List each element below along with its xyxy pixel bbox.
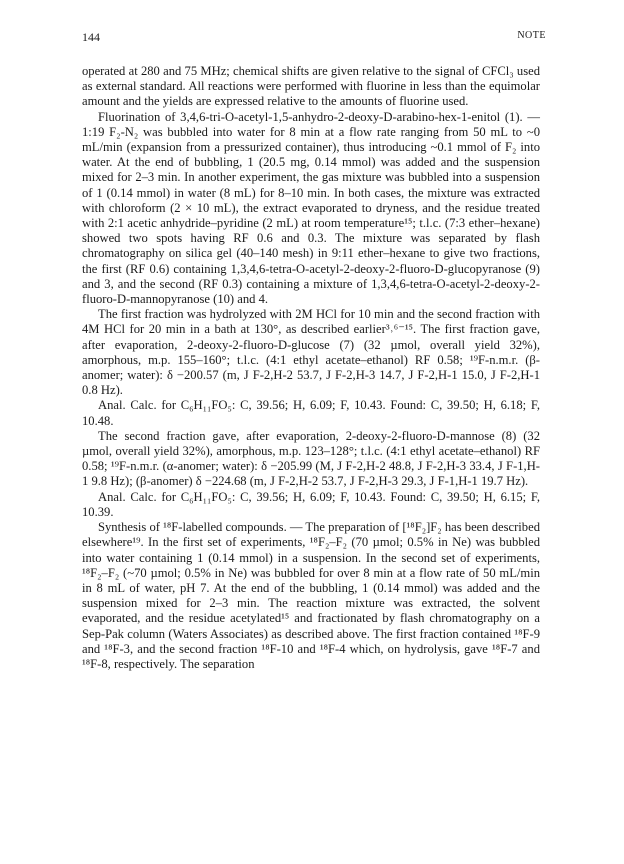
paragraph: Synthesis of ¹⁸F-labelled compounds. — The preparation of [¹⁸F₂]F₂ has been described elsewhere¹⁹. In the first set of experiments, ¹⁸F₂–F₂ (70 µmol; 0.5% in Ne) was bubbled into water containing 1 (0.14 mmol) in a suspension. In the second set of experiments, ¹⁸F₂–F₂ (~70 µmol; 0.5% in Ne) was bubbled for over 8 min at a flow rate of 50 mL/min in 8 mL of water, pH 7. At the end of the bubbling, 1 (0.14 mmol) was added and the suspension mixed for 2–3 min. The reaction mixture was extracted, the solvent evaporated, and the residue acetylated¹⁵ and fractionated by flash chromatography on a Sep-Pak column (Waters Associates) as described above. The first fraction contained ¹⁸F-9 and ¹⁸F-3, and the second fraction ¹⁸F-10 and ¹⁸F-4 which, on hydrolysis, gave ¹⁸F-7 and ¹⁸F-8, respectively. The separation (82, 520, 540, 671)
paragraph: Anal. Calc. for C₆H₁₁FO₅: C, 39.56; H, 6.09; F, 10.43. Found: C, 39.50; H, 6.15; F, 10.39. (82, 489, 540, 519)
body-text (82, 64, 540, 672)
paragraph: The first fraction was hydrolyzed with 2M HCl for 10 min and the second fraction with 4M HCl for 20 min in a bath at 130°, as described earlier³˒⁶⁻¹⁵. The first fraction gave, after evaporation, 2-deoxy-2-fluoro-D-glucose (7) (32 µmol, overall yield 32%), amorphous, m.p. 155–160°; t.l.c. (4:1 ethyl acetate–ethanol) RF 0.58; ¹⁹F-n.m.r. (β-anomer; water): δ −200.57 (m, J F-2,H-2 53.7, J F-2,H-3 14.7, J F-2,H-1 15.0, J F-2,H-1 0.8 Hz). (82, 307, 540, 398)
paragraph: The second fraction gave, after evaporation, 2-deoxy-2-fluoro-D-mannose (8) (32 µmol, overall yield 32%), amorphous, m.p. 123–128°; t.l.c. (4:1 ethyl acetate–ethanol) RF 0.58; ¹⁹F-n.m.r. (α-anomer; water): δ −205.99 (M, J F-2,H-2 48.8, J F-2,H-3 33.4, J F-1,H-1 9.8 Hz); (β-anomer) δ −224.68 (m, J F-2,H-2 53.7, J F-2,H-3 29.3, J F-1,H-1 19.7 Hz). (82, 428, 540, 489)
paragraph: Fluorination of 3,4,6-tri-O-acetyl-1,5-anhydro-2-deoxy-D-arabino-hex-1-enitol (1). — 1:19 F₂-N₂ was bubbled into water for 8 min at a flow rate ranging from 50 mL to ~0 mL/min (expansion from a pressurized container), thus introducing ~0.1 mmol of F₂ into water. At the end of bubbling, 1 (20.5 mg, 0.14 mmol) was added and the suspension mixed for 2–3 min. In another experiment, the gas mixture was bubbled into a suspension of 1 (0.14 mmol) in water (8 mL) for 8–10 min. In both cases, the mixture was extracted with chloroform (2 × 10 mL), the extract evaporated to dryness, and the residue treated with 2:1 acetic anhydride–pyridine (2 mL) at room temperature¹⁵; t.l.c. (7:3 ether–hexane) showed two spots having RF 0.6 and 0.3. The mixture was separated by flash chromatography on silica gel (40–140 mesh) in 9:11 ether–hexane to give two fractions, the first (RF 0.6) containing 1,3,4,6-tetra-O-acetyl-2-deoxy-2-fluoro-D-glucopyranose (9) and 3, and the second (RF 0.3) containing a mixture of 1,3,4,6-tetra-O-acetyl-2-deoxy-2-fluoro-D-mannopyranose (10) and 4. (82, 109, 540, 307)
page-number: 144 (82, 30, 100, 44)
running-title: NOTE (517, 30, 546, 41)
paragraph: operated at 280 and 75 MHz; chemical shifts are given relative to the signal of CFCl₃ used as external standard. All reactions were performed with fluorine in less than the equimolar amount and the yields are expressed relative to the amounts of fluorine used. (82, 64, 540, 109)
paragraph: Anal. Calc. for C₆H₁₁FO₅: C, 39.56; H, 6.09; F, 10.43. Found: C, 39.50; H, 6.18; F, 10.48. (82, 398, 540, 428)
